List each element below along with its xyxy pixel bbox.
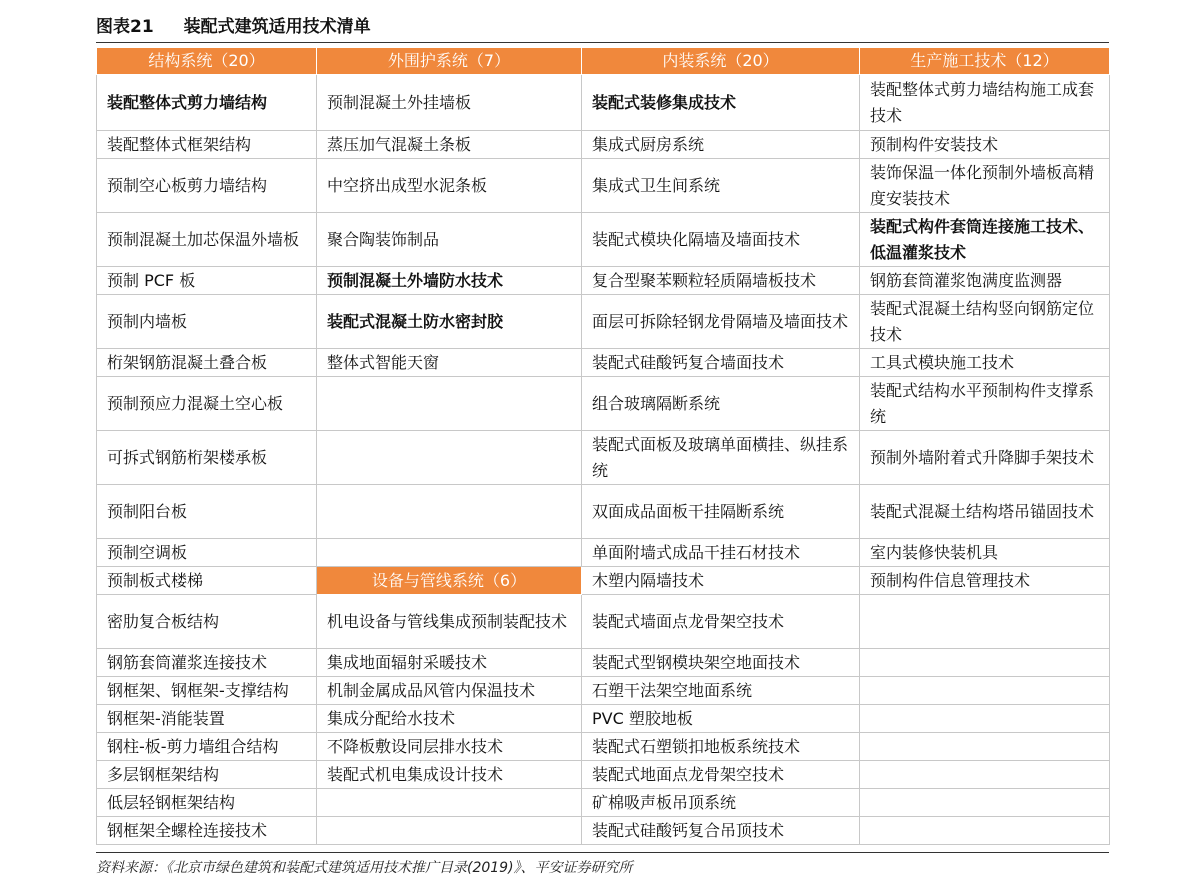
table-cell: 装配式面板及玻璃单面横挂、纵挂系统 — [582, 431, 860, 485]
table-cell: 钢柱-板-剪力墙组合结构 — [97, 733, 317, 761]
table-row — [97, 705, 1110, 733]
table-row — [97, 131, 1110, 159]
table-cell: 集成分配给水技术 — [317, 705, 582, 733]
table-cell — [317, 817, 582, 845]
table-cell: 整体式智能天窗 — [317, 349, 582, 377]
table-cell: 装配式硅酸钙复合吊顶技术 — [582, 817, 860, 845]
table-container — [96, 12, 1109, 845]
table-cell: 集成式卫生间系统 — [582, 159, 860, 213]
table-cell: 钢框架全螺栓连接技术 — [97, 817, 317, 845]
figure-number: 图表21 — [96, 17, 154, 37]
table-cell: 桁架钢筋混凝土叠合板 — [97, 349, 317, 377]
table-cell: 中空挤出成型水泥条板 — [317, 159, 582, 213]
table-cell — [860, 733, 1110, 761]
table-cell: 钢框架-消能装置 — [97, 705, 317, 733]
table-cell: 装配整体式剪力墙结构 — [97, 75, 317, 131]
table-cell — [860, 677, 1110, 705]
table-cell: 石塑干法架空地面系统 — [582, 677, 860, 705]
table-cell — [860, 595, 1110, 649]
table-cell — [860, 817, 1110, 845]
table-cell: 多层钢框架结构 — [97, 761, 317, 789]
table-cell: 木塑内隔墙技术 — [582, 567, 860, 595]
table-cell: 低层轻钢框架结构 — [97, 789, 317, 817]
table-cell: 装配式构件套筒连接施工技术、低温灌浆技术 — [860, 213, 1110, 267]
table-cell: 双面成品面板干挂隔断系统 — [582, 485, 860, 539]
table-cell: 密肋复合板结构 — [97, 595, 317, 649]
table-cell: 预制板式楼梯 — [97, 567, 317, 595]
source-note: 资料来源：《北京市绿色建筑和装配式建筑适用技术推广目录(2019)》、平安证券研究所 — [96, 852, 1109, 877]
table-cell — [317, 539, 582, 567]
table-cell: 预制空心板剪力墙结构 — [97, 159, 317, 213]
technology-table — [96, 47, 1110, 845]
table-cell: 预制阳台板 — [97, 485, 317, 539]
table-cell: 钢筋套筒灌浆饱满度监测器 — [860, 267, 1110, 295]
table-row — [97, 595, 1110, 649]
table-row — [97, 75, 1110, 131]
header-structure: 结构系统（20） — [97, 48, 317, 75]
table-cell: 单面附墙式成品干挂石材技术 — [582, 539, 860, 567]
table-cell — [860, 789, 1110, 817]
table-row — [97, 267, 1110, 295]
table-row — [97, 431, 1110, 485]
table-cell: 装配整体式框架结构 — [97, 131, 317, 159]
table-row — [97, 539, 1110, 567]
table-row — [97, 213, 1110, 267]
table-cell: 预制外墙附着式升降脚手架技术 — [860, 431, 1110, 485]
table-cell: 组合玻璃隔断系统 — [582, 377, 860, 431]
table-cell: 装配式型钢模块架空地面技术 — [582, 649, 860, 677]
table-row — [97, 649, 1110, 677]
table-cell: 装配式装修集成技术 — [582, 75, 860, 131]
table-cell: 装配式混凝土结构塔吊锚固技术 — [860, 485, 1110, 539]
table-cell: 装配式硅酸钙复合墙面技术 — [582, 349, 860, 377]
table-row — [97, 677, 1110, 705]
table-cell — [860, 705, 1110, 733]
table-cell — [317, 377, 582, 431]
table-cell: 装饰保温一体化预制外墙板高精度安装技术 — [860, 159, 1110, 213]
table-cell: 预制混凝土加芯保温外墙板 — [97, 213, 317, 267]
table-cell: 钢筋套筒灌浆连接技术 — [97, 649, 317, 677]
table-cell: 复合型聚苯颗粒轻质隔墙板技术 — [582, 267, 860, 295]
table-cell: 预制混凝土外挂墙板 — [317, 75, 582, 131]
table-cell: 聚合陶装饰制品 — [317, 213, 582, 267]
table-cell: 预制 PCF 板 — [97, 267, 317, 295]
table-cell: 机制金属成品风管内保温技术 — [317, 677, 582, 705]
table-cell: PVC 塑胶地板 — [582, 705, 860, 733]
table-cell: 装配式墙面点龙骨架空技术 — [582, 595, 860, 649]
table-cell: 预制构件信息管理技术 — [860, 567, 1110, 595]
table-row — [97, 159, 1110, 213]
header-interior: 内装系统（20） — [582, 48, 860, 75]
table-header-row — [97, 48, 1110, 75]
table-cell — [860, 649, 1110, 677]
table-cell: 机电设备与管线集成预制装配技术 — [317, 595, 582, 649]
table-cell — [317, 485, 582, 539]
table-row — [97, 485, 1110, 539]
table-row — [97, 349, 1110, 377]
table-cell: 预制预应力混凝土空心板 — [97, 377, 317, 431]
table-cell: 预制空调板 — [97, 539, 317, 567]
header-mep: 设备与管线系统（6） — [317, 567, 582, 595]
table-cell: 预制内墙板 — [97, 295, 317, 349]
table-cell: 不降板敷设同层排水技术 — [317, 733, 582, 761]
table-row — [97, 761, 1110, 789]
table-row — [97, 295, 1110, 349]
table-cell: 装配式结构水平预制构件支撑系统 — [860, 377, 1110, 431]
table-cell: 工具式模块施工技术 — [860, 349, 1110, 377]
table-cell: 矿棉吸声板吊顶系统 — [582, 789, 860, 817]
table-cell: 集成式厨房系统 — [582, 131, 860, 159]
table-cell: 装配式地面点龙骨架空技术 — [582, 761, 860, 789]
header-construction: 生产施工技术（12） — [860, 48, 1110, 75]
table-cell: 蒸压加气混凝土条板 — [317, 131, 582, 159]
table-cell: 装配式模块化隔墙及墙面技术 — [582, 213, 860, 267]
table-row — [97, 377, 1110, 431]
table-cell: 装配式机电集成设计技术 — [317, 761, 582, 789]
table-cell — [317, 789, 582, 817]
table-cell — [860, 761, 1110, 789]
table-cell: 集成地面辐射采暖技术 — [317, 649, 582, 677]
table-row — [97, 567, 1110, 595]
table-cell: 装配式混凝土防水密封胶 — [317, 295, 582, 349]
table-cell: 装配式石塑锁扣地板系统技术 — [582, 733, 860, 761]
figure-title-text: 装配式建筑适用技术清单 — [183, 17, 371, 37]
table-row — [97, 817, 1110, 845]
table-row — [97, 789, 1110, 817]
header-envelope: 外围护系统（7） — [317, 48, 582, 75]
table-cell: 装配式混凝土结构竖向钢筋定位技术 — [860, 295, 1110, 349]
table-cell — [317, 431, 582, 485]
table-cell: 装配整体式剪力墙结构施工成套技术 — [860, 75, 1110, 131]
table-cell: 钢框架、钢框架-支撑结构 — [97, 677, 317, 705]
table-cell: 面层可拆除轻钢龙骨隔墙及墙面技术 — [582, 295, 860, 349]
table-cell: 可拆式钢筋桁架楼承板 — [97, 431, 317, 485]
table-cell: 预制构件安装技术 — [860, 131, 1110, 159]
table-cell: 室内装修快装机具 — [860, 539, 1110, 567]
table-cell: 预制混凝土外墙防水技术 — [317, 267, 582, 295]
table-row — [97, 733, 1110, 761]
figure-title — [96, 12, 1109, 43]
